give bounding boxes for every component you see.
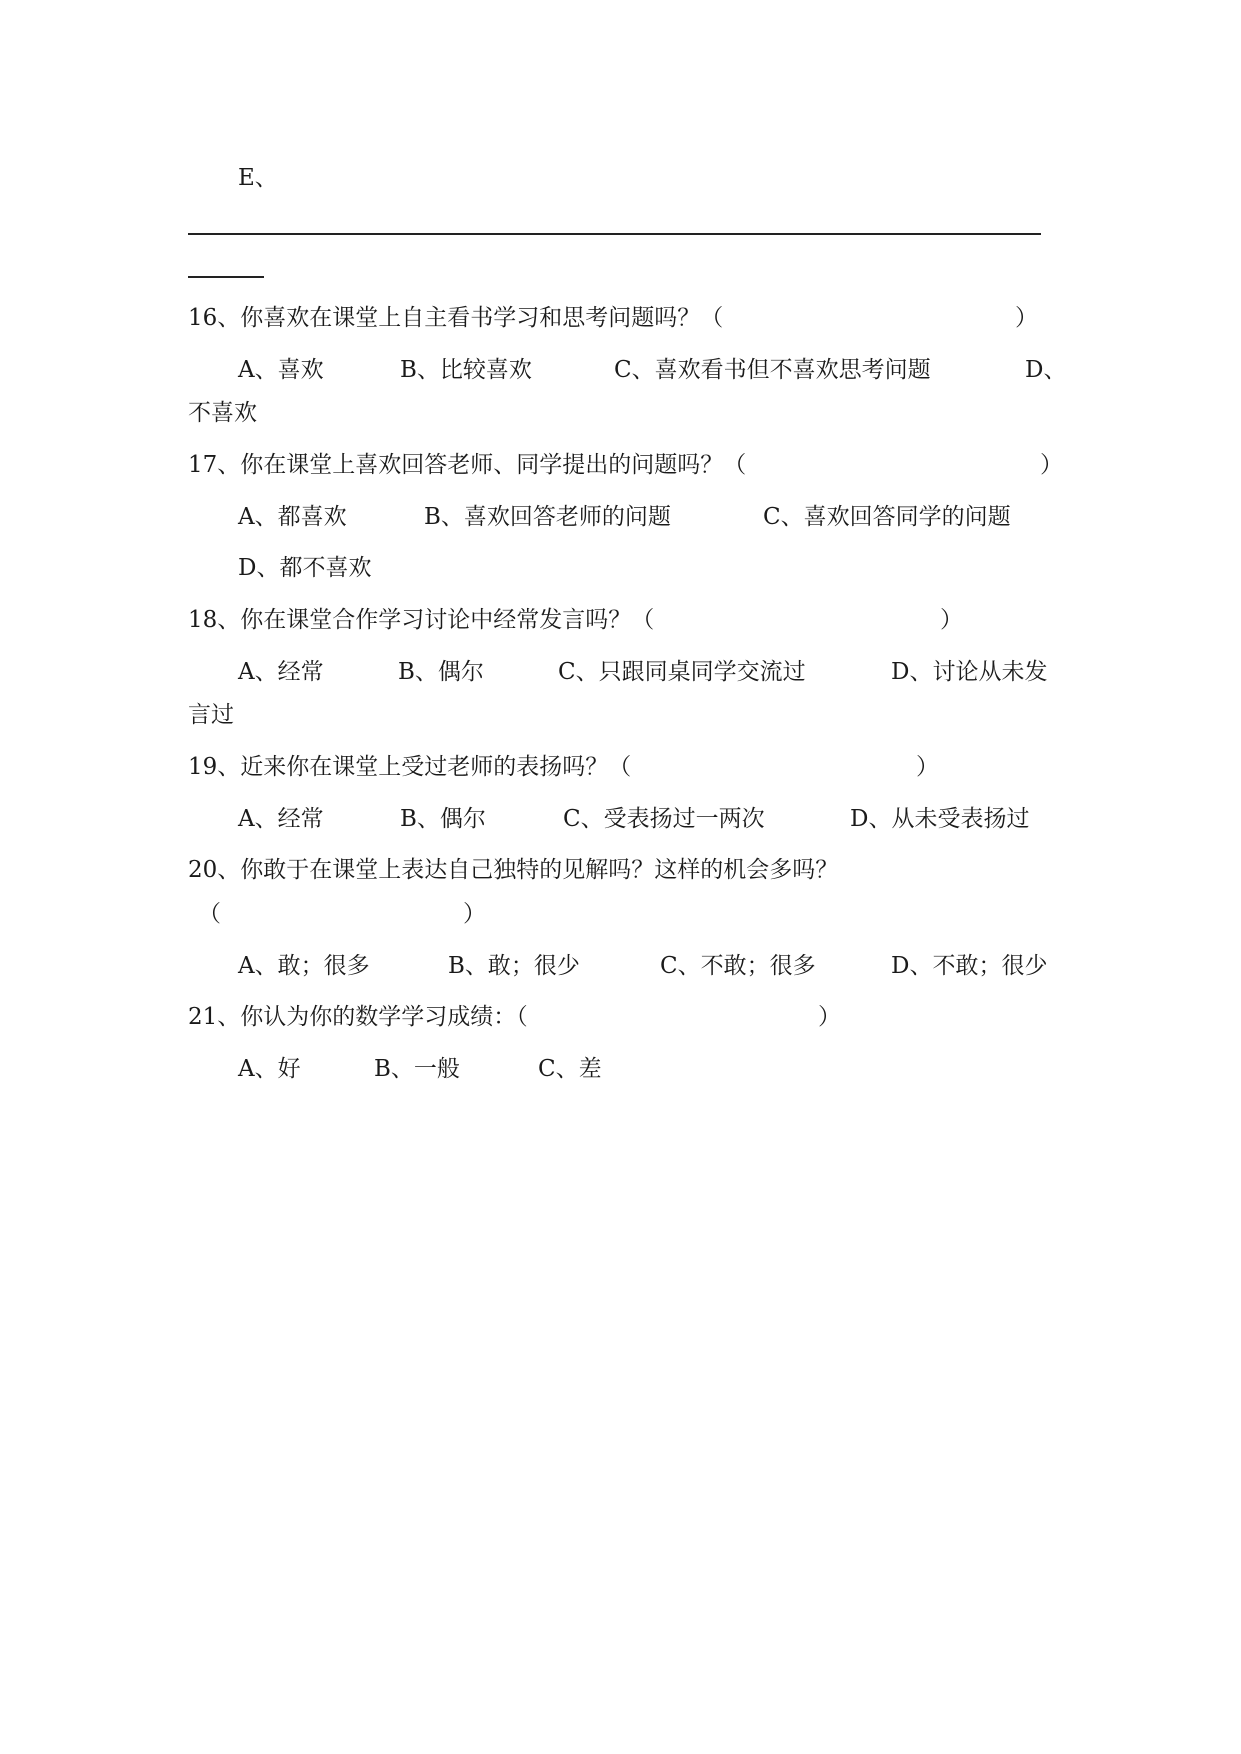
q17-option-d: D、都不喜欢: [238, 555, 372, 581]
q20-option-b: B、敢；很少: [448, 953, 580, 979]
q18-option-b: B、偶尔: [398, 659, 484, 685]
q17-question: 17、你在课堂上喜欢回答老师、同学提出的问题吗？（: [188, 452, 747, 478]
q19-option-c: C、受表扬过一两次: [563, 806, 765, 832]
q17-close-paren: ）: [1040, 452, 1063, 478]
q20-option-d: D、不敢；很少: [891, 953, 1048, 979]
q16-option-d: D、: [1025, 357, 1067, 383]
q19-option-a: A、经常: [238, 806, 324, 832]
q21-option-c: C、差: [538, 1056, 602, 1082]
q19-option-d: D、从未受表扬过: [850, 806, 1030, 832]
q15-answer-line: [188, 233, 1041, 235]
q18-option-d-cont: 言过: [188, 702, 234, 728]
q21-close-paren: ）: [818, 1004, 841, 1030]
q18-option-c: C、只跟同桌同学交流过: [558, 659, 806, 685]
q16-option-b: B、比较喜欢: [400, 357, 532, 383]
q16-option-a: A、喜欢: [238, 357, 324, 383]
q18-option-d: D、讨论从未发: [891, 659, 1048, 685]
q17-option-a: A、都喜欢: [238, 504, 347, 530]
q16-close-paren: ）: [1015, 305, 1038, 331]
q20-option-a: A、敢；很多: [238, 953, 370, 979]
q15-option-e: E、: [238, 165, 278, 191]
q16-question: 16、你喜欢在课堂上自主看书学习和思考问题吗？（: [188, 305, 724, 331]
q18-option-a: A、经常: [238, 659, 324, 685]
q17-option-b: B、喜欢回答老师的问题: [424, 504, 671, 530]
q20-open-paren: （: [198, 901, 221, 927]
q20-option-c: C、不敢；很多: [660, 953, 816, 979]
q17-option-c: C、喜欢回答同学的问题: [763, 504, 1011, 530]
q19-question: 19、近来你在课堂上受过老师的表扬吗？（: [188, 754, 632, 780]
q15-answer-line-cont: [188, 276, 264, 278]
q21-option-a: A、好: [238, 1056, 301, 1082]
q16-option-d-cont: 不喜欢: [188, 400, 257, 426]
q20-close-paren: ）: [463, 901, 486, 927]
q21-question: 21、你认为你的数学学习成绩：（: [188, 1004, 528, 1030]
q20-question: 20、你敢于在课堂上表达自己独特的见解吗？这样的机会多吗？: [188, 857, 839, 883]
q18-question: 18、你在课堂合作学习讨论中经常发言吗？（: [188, 607, 655, 633]
q18-close-paren: ）: [940, 607, 963, 633]
q19-close-paren: ）: [916, 754, 939, 780]
q21-option-b: B、一般: [374, 1056, 460, 1082]
q19-option-b: B、偶尔: [400, 806, 486, 832]
q16-option-c: C、喜欢看书但不喜欢思考问题: [614, 357, 931, 383]
